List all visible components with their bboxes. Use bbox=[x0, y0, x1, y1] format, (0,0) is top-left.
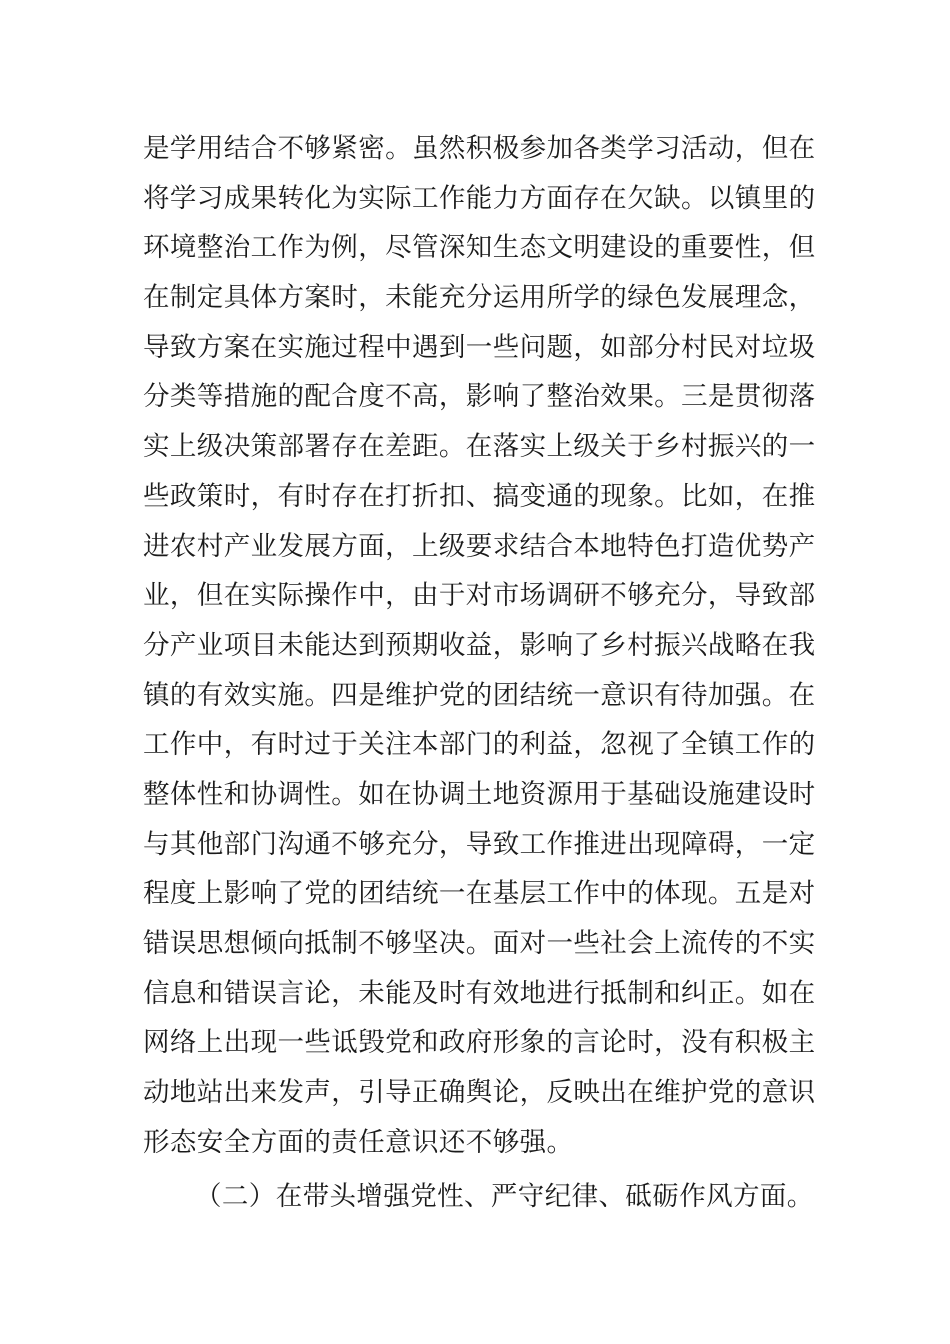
body-line: 环境整治工作为例，尽管深知生态文明建设的重要性，但 bbox=[143, 232, 816, 264]
body-line: 整体性和协调性。如在协调土地资源用于基础设施建设时 bbox=[143, 778, 816, 810]
body-line: 分产业项目未能达到预期收益，影响了乡村振兴战略在我 bbox=[143, 629, 816, 661]
body-line: 是学用结合不够紧密。虽然积极参加各类学习活动，但在 bbox=[143, 133, 816, 164]
body-line: 与其他部门沟通不够充分，导致工作推进出现障碍，一定 bbox=[143, 828, 816, 860]
body-line: 将学习成果转化为实际工作能力方面存在欠缺。以镇里的 bbox=[143, 182, 816, 214]
body-line: 实上级决策部署存在差距。在落实上级关于乡村振兴的一 bbox=[143, 431, 816, 463]
body-line: 些政策时，有时存在打折扣、搞变通的现象。比如，在推 bbox=[143, 480, 816, 512]
body-line: 工作中，有时过于关注本部门的利益，忽视了全镇工作的 bbox=[143, 729, 816, 761]
body-line: 导致方案在实施过程中遇到一些问题，如部分村民对垃圾 bbox=[143, 331, 816, 363]
body-line: 进农村产业发展方面，上级要求结合本地特色打造优势产 bbox=[143, 530, 816, 562]
body-line: 错误思想倾向抵制不够坚决。面对一些社会上流传的不实 bbox=[143, 928, 816, 959]
body-line: 信息和错误言论，未能及时有效地进行抵制和纠正。如在 bbox=[143, 977, 816, 1009]
body-line: 动地站出来发声，引导正确舆论，反映出在维护党的意识 bbox=[143, 1077, 816, 1109]
body-line: 业，但在实际操作中，由于对市场调研不够充分，导致部 bbox=[143, 580, 816, 612]
body-line: 形态安全方面的责任意识还不够强。 bbox=[143, 1126, 574, 1158]
body-line: 在制定具体方案时，未能充分运用所学的绿色发展理念， bbox=[143, 282, 816, 314]
body-line: 分类等措施的配合度不高，影响了整治效果。三是贯彻落 bbox=[143, 381, 816, 413]
body-line: 程度上影响了党的团结统一在基层工作中的体现。五是对 bbox=[143, 878, 816, 910]
body-line: 镇的有效实施。四是维护党的团结统一意识有待加强。在 bbox=[143, 679, 816, 711]
body-line: 网络上出现一些诋毁党和政府形象的言论时，没有积极主 bbox=[143, 1027, 816, 1059]
section-heading: （二）在带头增强党性、严守纪律、砥砺作风方面。 bbox=[195, 1181, 814, 1212]
body-paragraph bbox=[143, 124, 823, 1167]
